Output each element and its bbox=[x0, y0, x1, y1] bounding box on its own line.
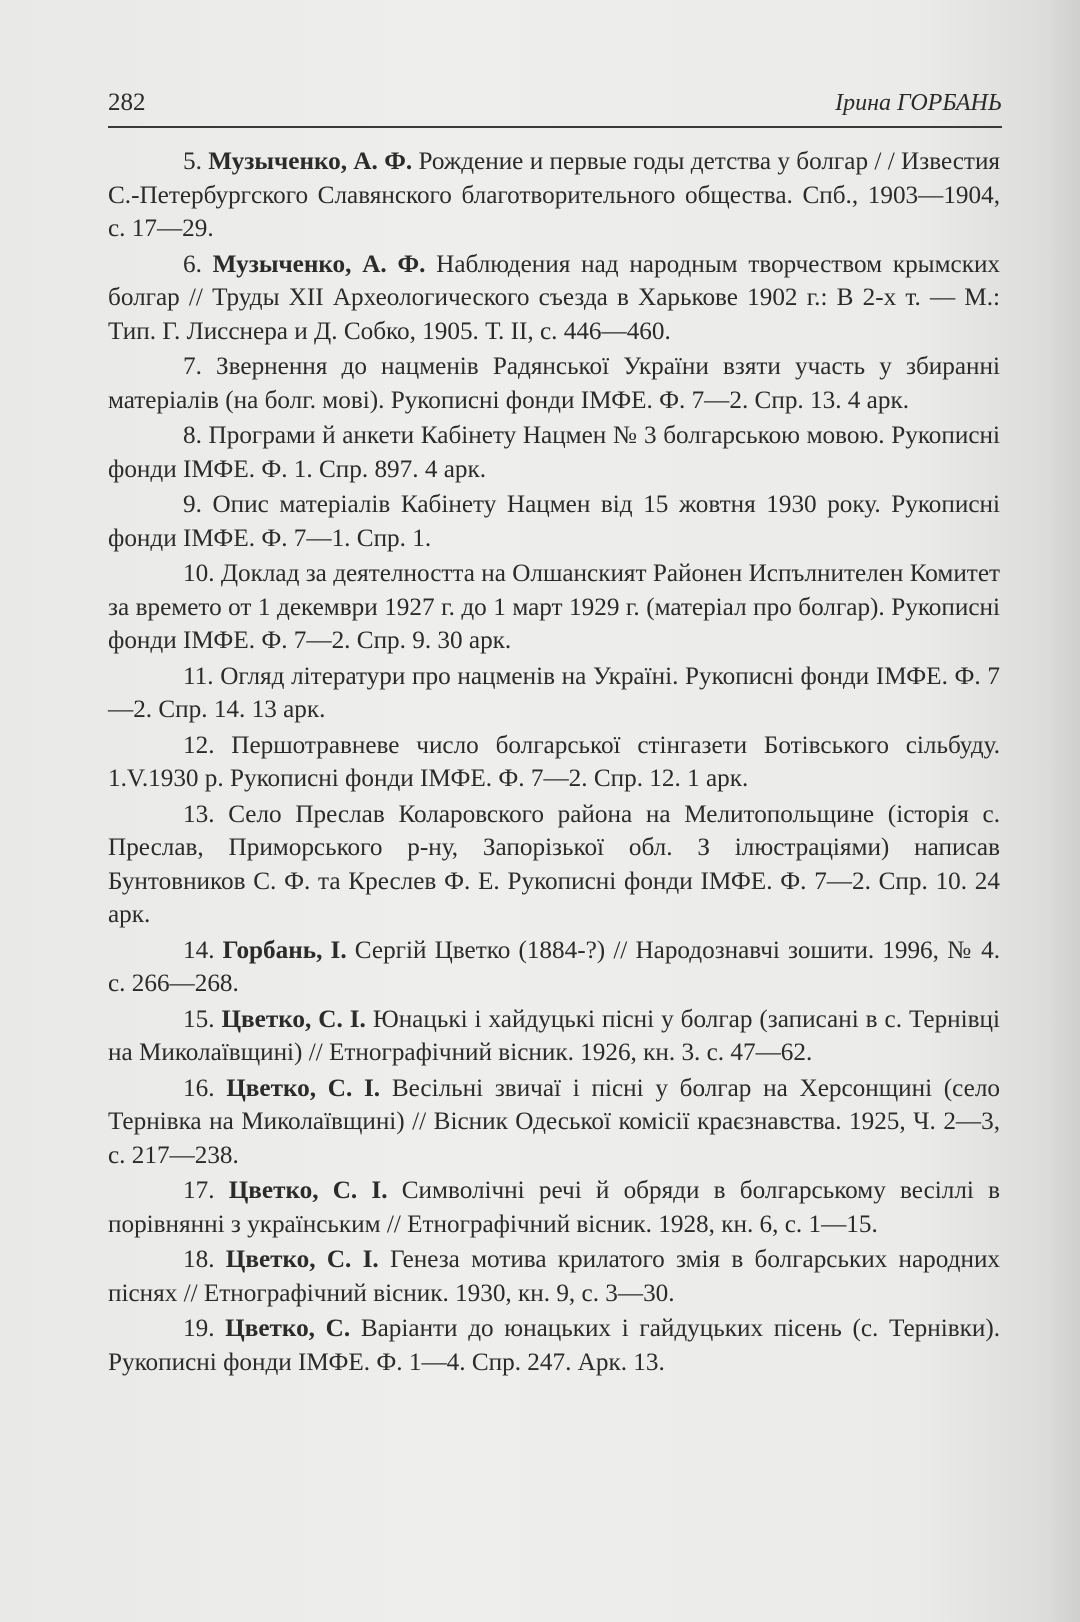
reference-list bbox=[108, 145, 1000, 1381]
reference-text: Варіанти до юнацьких і гайдуцьких пісень (с. Тернівки). Рукописні фонди ІМФЕ. Ф. 1—4. Спр. 247. Арк. 13. bbox=[108, 1315, 1000, 1376]
reference-item bbox=[108, 1003, 1000, 1070]
reference-number: 16. bbox=[183, 1074, 215, 1102]
page-number: 282 bbox=[108, 89, 146, 116]
reference-text: Весільні звичаї і пісні у болгар на Херсонщині (село Тернівка на Миколаївщині) // Вісник Одеської комісії краєзнавства. 1925, Ч. 2—3, с. 217—238. bbox=[108, 1074, 1001, 1169]
reference-text: Першотравневе число болгарської стінгазети Ботівського сільбуду. 1.V.1930 р. Рукописні фонди ІМФЕ. Ф. 7—2. Спр. 12. 1 арк. bbox=[108, 731, 1001, 792]
reference-author: Музыченко, А. Ф. bbox=[212, 250, 426, 278]
reference-text: Сергій Цветко (1884-?) // Народознавчі зошити. 1996, № 4. с. 266—268. bbox=[108, 936, 1001, 997]
page-header bbox=[108, 86, 1002, 128]
reference-item bbox=[108, 145, 1000, 246]
reference-number: 19. bbox=[183, 1315, 215, 1342]
reference-item bbox=[108, 934, 1000, 1001]
reference-author: Цветко, С. І. bbox=[228, 1177, 388, 1204]
reference-item bbox=[108, 798, 1000, 932]
reference-number: 15. bbox=[183, 1005, 215, 1033]
reference-number: 9. bbox=[183, 491, 202, 518]
reference-author: Цветко, С. bbox=[225, 1315, 351, 1342]
reference-number: 12. bbox=[183, 731, 215, 759]
reference-item bbox=[108, 1072, 1000, 1173]
reference-author: Цветко, С. І. bbox=[221, 1005, 366, 1033]
reference-item bbox=[108, 350, 1000, 417]
reference-text: Звернення до нацменів Радянської України взяти участь у збиранні матеріалів (на болг. мові). Рукописні фонди ІМФЕ. Ф. 7—2. Спр. 13. 4 арк. bbox=[108, 353, 1000, 414]
reference-number: 18. bbox=[183, 1246, 215, 1273]
reference-text: Рождение и первые годы детства у болгар / / Известия С.-Петербургского Славянского благотворительного общества. Спб., 1903—1904, с. 17—29. bbox=[108, 148, 1001, 242]
reference-item bbox=[108, 1312, 1000, 1379]
reference-number: 17. bbox=[183, 1177, 215, 1204]
reference-text: Символічні речі й обряди в болгарському весіллі в порівнянні з українським // Етнографічний вісник. 1928, кн. 6, с. 1—15. bbox=[108, 1177, 1000, 1238]
reference-number: 14. bbox=[183, 936, 215, 964]
reference-text: Програми й анкети Кабінету Нацмен № 3 болгарською мовою. Рукописні фонди ІМФЕ. Ф. 1. Спр. 897. 4 арк. bbox=[108, 422, 1000, 483]
reference-number: 5. bbox=[183, 148, 202, 175]
reference-item bbox=[108, 660, 1000, 727]
reference-item bbox=[108, 557, 1000, 658]
reference-text: Юнацькі і хайдуцькі пісні у болгар (записані в с. Тернівці на Миколаївщині) // Етнографічний вісник. 1926, кн. 3. с. 47—62. bbox=[108, 1005, 1001, 1066]
reference-text: Огляд літератури про нацменів на Україні. Рукописні фонди ІМФЕ. Ф. 7—2. Спр. 14. 13 арк. bbox=[108, 662, 1000, 723]
running-head: Ірина ГОРБАНЬ bbox=[835, 90, 1002, 116]
reference-item bbox=[108, 729, 1000, 796]
reference-item bbox=[108, 1243, 1000, 1310]
reference-number: 13. bbox=[183, 800, 215, 828]
reference-item bbox=[108, 488, 1000, 555]
reference-item bbox=[108, 1174, 1000, 1241]
reference-item bbox=[108, 419, 1000, 486]
reference-text: Опис матеріалів Кабінету Нацмен від 15 жовтня 1930 року. Рукописні фонди ІМФЕ. Ф. 7—1. Спр. 1. bbox=[108, 491, 1001, 552]
reference-text: Доклад за деятелността на Олшанският Районен Испълнителен Комитет за времето от 1 декември 1927 г. до 1 март 1929 г. (матеріал про болгар). Рукописні фонди ІМФЕ. Ф. 7—2. Спр. 9. 30 арк. bbox=[108, 560, 1001, 654]
reference-item bbox=[108, 248, 1000, 349]
reference-text: Село Преслав Коларовского района на Мелитопольщине (історія с. Преслав, Приморського р-ну, Запорізької обл. З ілюстраціями) написав Бунтовников С. Ф. та Креслев Ф. Е. Рукописні фонди ІМФЕ. Ф. 7—2. Спр. 10. 24 арк. bbox=[108, 800, 1000, 928]
reference-author: Цветко, С. І. bbox=[225, 1246, 379, 1273]
reference-author: Цветко, С. І. bbox=[226, 1074, 381, 1102]
reference-number: 10. bbox=[183, 560, 215, 587]
reference-author: Музыченко, А. Ф. bbox=[208, 148, 413, 175]
reference-number: 7. bbox=[183, 353, 202, 380]
reference-author: Горбань, І. bbox=[222, 936, 347, 964]
reference-text: Наблюдения над народным творчеством крымских болгар // Труды XII Археологического съезда в Харькове 1902 г.: В 2-х т. — М.: Тип. Г. Лисснера и Д. Собко, 1905. Т. II, с. 446—460. bbox=[108, 250, 1001, 345]
reference-number: 11. bbox=[183, 662, 214, 690]
reference-text: Генеза мотива крилатого змія в болгарських народних піснях // Етнографічний вісник. 1930, кн. 9, с. 3—30. bbox=[108, 1246, 1001, 1307]
reference-number: 6. bbox=[183, 250, 202, 278]
reference-number: 8. bbox=[183, 422, 202, 449]
